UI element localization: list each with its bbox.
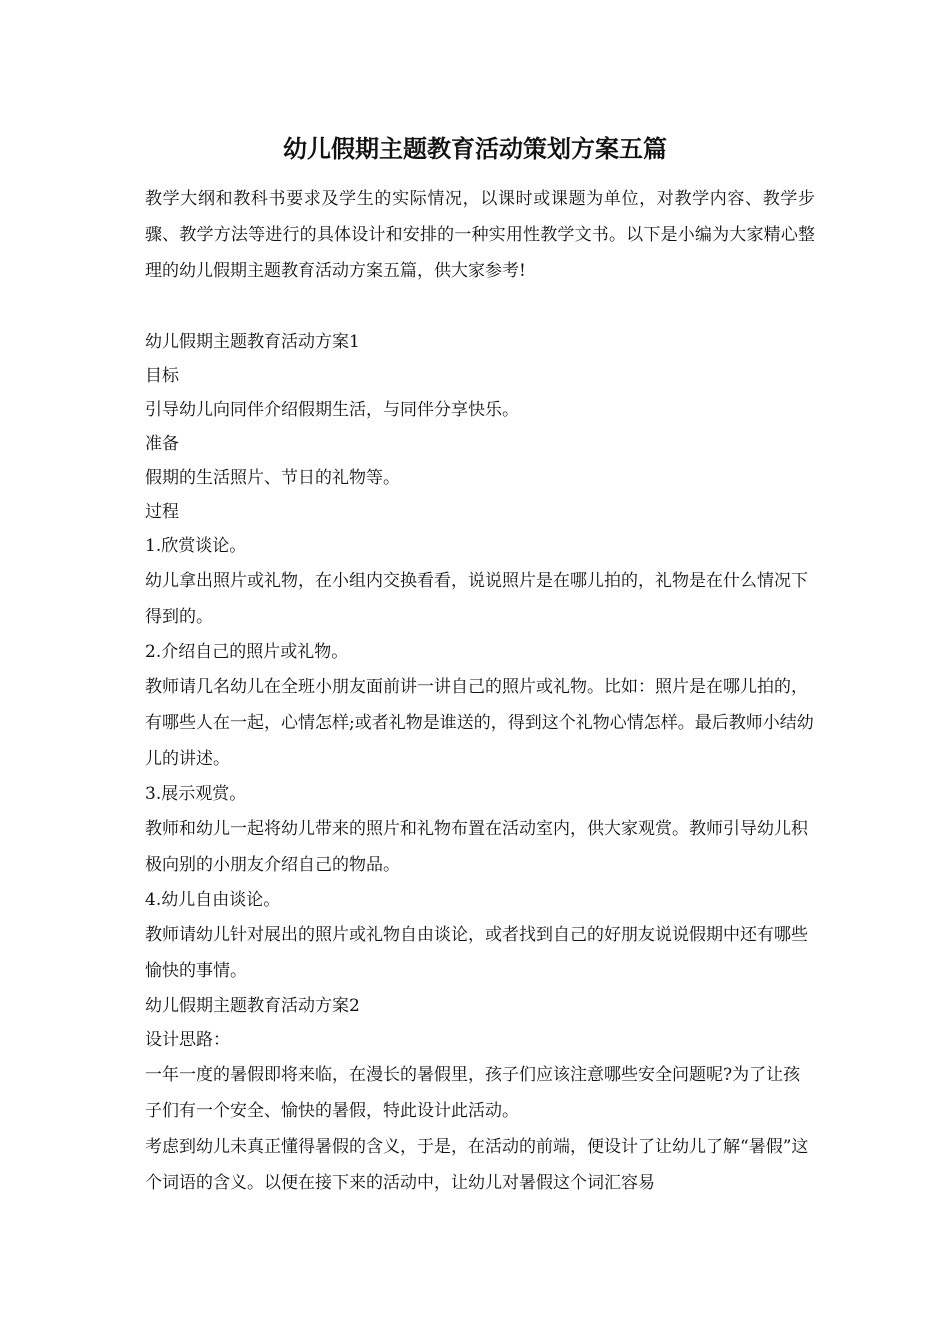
step-3-text: 教师和幼儿一起将幼儿带来的照片和礼物布置在活动室内，供大家观赏。教师引导幼儿积极向别的小朋友介绍自己的物品。 bbox=[145, 819, 808, 875]
step-1-text: 幼儿拿出照片或礼物，在小组内交换看看，说说照片是在哪儿拍的，礼物是在什么情况下得到的。 bbox=[145, 571, 808, 627]
intro-paragraph: 教学大纲和教科书要求及学生的实际情况，以课时或课题为单位，对教学内容、教学步骤、教学方法等进行的具体设计和安排的一种实用性教学文书。以下是小编为大家精心整理的幼儿假期主题教育活动方案五篇，供大家参考! bbox=[145, 189, 815, 281]
step-4-heading: 4.幼儿自由谈论。 bbox=[145, 890, 281, 910]
section-heading-plan-1: 幼儿假期主题教育活动方案1 bbox=[145, 332, 360, 352]
document-title: 幼儿假期主题教育活动策划方案五篇 bbox=[283, 134, 667, 163]
document-body bbox=[145, 181, 815, 1201]
design-idea-text-1: 一年一度的暑假即将来临，在漫长的暑假里，孩子们应该注意哪些安全问题呢?为了让孩子们有一个安全、愉快的暑假，特此设计此活动。 bbox=[145, 1065, 801, 1121]
subheading-design-idea: 设计思路： bbox=[145, 1030, 230, 1050]
subheading-process: 过程 bbox=[145, 502, 179, 522]
goal-text: 引导幼儿向同伴介绍假期生活，与同伴分享快乐。 bbox=[145, 400, 519, 420]
step-1-heading: 1.欣赏谈论。 bbox=[145, 536, 247, 556]
preparation-text: 假期的生活照片、节日的礼物等。 bbox=[145, 468, 400, 488]
step-2-text: 教师请几名幼儿在全班小朋友面前讲一讲自己的照片或礼物。比如：照片是在哪儿拍的，有哪些人在一起，心情怎样;或者礼物是谁送的，得到这个礼物心情怎样。最后教师小结幼儿的讲述。 bbox=[145, 677, 814, 769]
step-3-heading: 3.展示观赏。 bbox=[145, 784, 247, 804]
design-idea-text-2: 考虑到幼儿未真正懂得暑假的含义，于是，在活动的前端，便设计了让幼儿了解“暑假”这个词语的含义。以便在接下来的活动中，让幼儿对暑假这个词汇容易 bbox=[145, 1137, 809, 1193]
subheading-preparation: 准备 bbox=[145, 434, 179, 454]
step-2-heading: 2.介绍自己的照片或礼物。 bbox=[145, 642, 349, 662]
step-4-text: 教师请幼儿针对展出的照片或礼物自由谈论，或者找到自己的好朋友说说假期中还有哪些愉快的事情。 bbox=[145, 925, 808, 981]
subheading-goal: 目标 bbox=[145, 366, 179, 386]
section-heading-plan-2: 幼儿假期主题教育活动方案2 bbox=[145, 996, 360, 1016]
